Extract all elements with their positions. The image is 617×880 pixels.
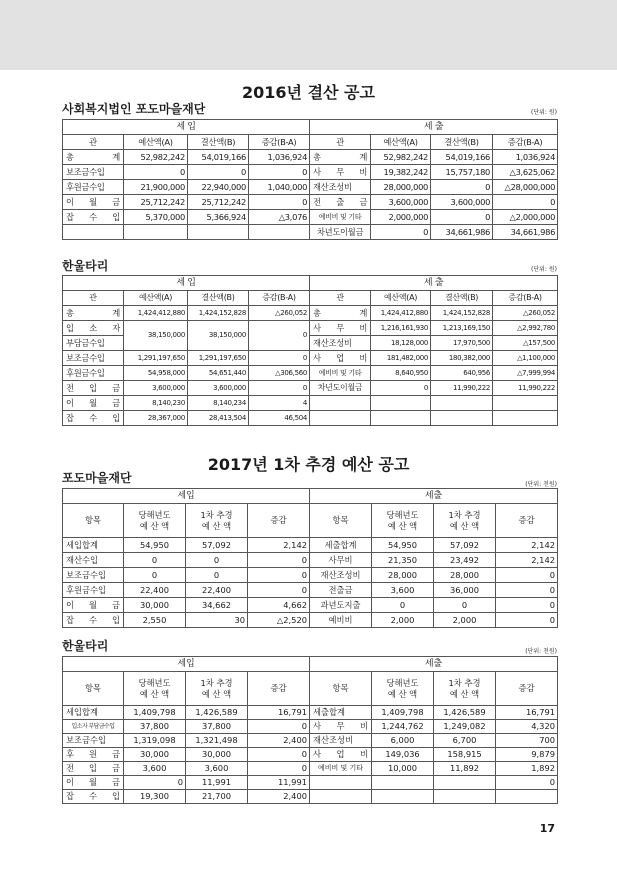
cell: △1,100,000 — [493, 351, 558, 366]
cell: 3,600 — [186, 762, 248, 776]
col-header: 당해년도 예 산 액 — [124, 504, 186, 538]
row-label: 과년도지출 — [310, 598, 372, 613]
cell: 34,662 — [186, 598, 248, 613]
row-label: 보조금수입 — [63, 734, 124, 748]
cell: 25,712,242 — [188, 195, 249, 210]
cell: 1,319,098 — [124, 734, 186, 748]
row-label: 예비비 — [310, 613, 372, 628]
cell: 0 — [186, 553, 248, 568]
cell — [371, 411, 431, 426]
row-label: 후 원 금 — [63, 748, 124, 762]
column-headers — [63, 291, 558, 306]
cell — [434, 790, 496, 804]
cell: 28,000 — [372, 568, 434, 583]
cell: 19,382,242 — [371, 165, 431, 180]
row-label: 세입합계 — [63, 538, 124, 553]
col-header: 당해년도 예 산 액 — [124, 672, 186, 706]
cell: 25,712,242 — [124, 195, 188, 210]
row-label: 세출합계 — [310, 706, 372, 720]
row-label: 재산조성비 — [310, 180, 371, 195]
cell: △2,000,000 — [493, 210, 558, 225]
cell: 1,291,197,650 — [188, 351, 249, 366]
table-row — [63, 366, 558, 381]
cell: 6,000 — [372, 734, 434, 748]
col-header: 결산액(B) — [188, 135, 249, 150]
col-header: 관 — [310, 291, 371, 306]
row-label: 후원금수입 — [63, 180, 124, 195]
cell: 0 — [431, 210, 493, 225]
cell: 0 — [249, 381, 310, 396]
cell: 0 — [248, 583, 310, 598]
cell: 30,000 — [124, 748, 186, 762]
row-label: 사 업 비 — [310, 351, 371, 366]
cell: 1,409,798 — [372, 706, 434, 720]
cell: 11,892 — [434, 762, 496, 776]
cell — [496, 790, 558, 804]
cell: 0 — [188, 165, 249, 180]
cell: 0 — [249, 321, 310, 351]
cell: 1,321,498 — [186, 734, 248, 748]
org-foundation-2017: 포도마을재단 — [62, 471, 132, 485]
table-row — [63, 225, 558, 240]
cell: 149,036 — [372, 748, 434, 762]
income-header: 세 입 — [63, 120, 310, 135]
row-label: 잡 수 입 — [63, 790, 124, 804]
table-row — [63, 150, 558, 165]
cell — [310, 396, 371, 411]
col-header: 증감(B-A) — [493, 291, 558, 306]
table-row — [63, 381, 558, 396]
row-label: 보조금수입 — [63, 568, 124, 583]
col-header: 예산액(A) — [124, 291, 188, 306]
table-row — [63, 165, 558, 180]
row-label: 차년도이월금 — [310, 381, 371, 396]
row-label: 재산조성비 — [310, 734, 372, 748]
cell: 11,990,222 — [493, 381, 558, 396]
unit-label: (단위: 천원) — [525, 648, 557, 655]
row-label: 잡 수 입 — [63, 411, 124, 426]
col-header: 관 — [63, 291, 124, 306]
table-2016-hanultari — [62, 275, 558, 426]
col-header: 증감 — [496, 672, 558, 706]
cell: 0 — [248, 762, 310, 776]
col-header: 결산액(B) — [431, 135, 493, 150]
cell — [372, 776, 434, 790]
row-label: 사 무 비 — [310, 321, 371, 336]
row-label: 사 무 비 — [310, 720, 372, 734]
cell: 10,000 — [372, 762, 434, 776]
cell: 640,956 — [431, 366, 493, 381]
cell: 0 — [431, 180, 493, 195]
row-label: 전 입 금 — [63, 762, 124, 776]
cell: 28,367,000 — [124, 411, 188, 426]
cell: 19,300 — [124, 790, 186, 804]
row-label: 전 출 금 — [310, 195, 371, 210]
cell: 34,661,986 — [493, 225, 558, 240]
col-header: 증감 — [248, 672, 310, 706]
org-hanultari-2017: 한울타리 — [62, 639, 109, 653]
cell: 1,213,169,150 — [431, 321, 493, 336]
cell: 180,382,000 — [431, 351, 493, 366]
cell: 4,662 — [248, 598, 310, 613]
cell: 3,600,000 — [188, 381, 249, 396]
cell: △2,520 — [248, 613, 310, 628]
cell: 0 — [249, 195, 310, 210]
col-header: 예산액(A) — [124, 135, 188, 150]
col-header: 관 — [63, 135, 124, 150]
col-header: 항목 — [310, 504, 372, 538]
income-header: 세입 — [63, 489, 310, 504]
row-label: 세출합계 — [310, 538, 372, 553]
cell: 1,409,798 — [124, 706, 186, 720]
cell: 52,982,242 — [124, 150, 188, 165]
cell: 1,036,924 — [493, 150, 558, 165]
cell: 30,000 — [124, 598, 186, 613]
table-2017-hanultari — [62, 656, 558, 804]
table-row — [63, 613, 558, 628]
cell — [493, 396, 558, 411]
row-label: 총 계 — [63, 150, 124, 165]
row-label: 예비비 및 기타 — [310, 210, 371, 225]
table-2017-foundation — [62, 488, 558, 628]
row-label — [63, 225, 124, 240]
row-label: 예비비 및 기타 — [310, 366, 371, 381]
table-row — [63, 583, 558, 598]
cell: △157,500 — [493, 336, 558, 351]
cell: 16,791 — [496, 706, 558, 720]
row-label: 보조금수입 — [63, 351, 124, 366]
cell: 0 — [248, 748, 310, 762]
title-2016: 2016년 결산 공고 — [242, 83, 375, 102]
cell: 0 — [496, 568, 558, 583]
cell: 0 — [249, 351, 310, 366]
cell: 23,492 — [434, 553, 496, 568]
col-header: 증감(B-A) — [249, 135, 310, 150]
cell: 2,142 — [496, 538, 558, 553]
column-headers — [63, 672, 558, 706]
cell: 5,370,000 — [124, 210, 188, 225]
cell: 3,600,000 — [124, 381, 188, 396]
cell: 0 — [124, 568, 186, 583]
row-label: 사무비 — [310, 553, 372, 568]
cell — [371, 396, 431, 411]
col-header: 1차 추경 예 산 액 — [434, 672, 496, 706]
cell: 17,970,500 — [431, 336, 493, 351]
row-label: 총 계 — [63, 306, 124, 321]
cell: 2,550 — [124, 613, 186, 628]
col-header: 1차 추경 예 산 액 — [434, 504, 496, 538]
row-label: 입소자 부담금수입 — [63, 720, 124, 734]
cell: 0 — [496, 598, 558, 613]
org-foundation-2016: 사회복지법인 포도마을재단 — [62, 102, 206, 116]
cell: 54,019,166 — [431, 150, 493, 165]
expense-header: 세출 — [310, 489, 558, 504]
row-label: 이 월 금 — [63, 396, 124, 411]
table-row — [63, 180, 558, 195]
cell: 57,092 — [186, 538, 248, 553]
row-label: 재산조성비 — [310, 336, 371, 351]
income-header: 세 입 — [63, 276, 310, 291]
table-row — [63, 734, 558, 748]
cell: 22,400 — [124, 583, 186, 598]
cell: △3,076 — [249, 210, 310, 225]
cell: 0 — [372, 598, 434, 613]
col-header: 항목 — [310, 672, 372, 706]
cell: 11,991 — [186, 776, 248, 790]
row-label: 입 소 자 — [63, 321, 124, 336]
cell: 1,216,161,930 — [371, 321, 431, 336]
cell: 1,424,152,828 — [431, 306, 493, 321]
cell: △260,052 — [249, 306, 310, 321]
expense-header: 세 출 — [310, 276, 558, 291]
cell: 8,140,234 — [188, 396, 249, 411]
cell: 22,940,000 — [188, 180, 249, 195]
row-label: 이 월 금 — [63, 195, 124, 210]
col-header: 항목 — [63, 504, 124, 538]
cell: 0 — [371, 381, 431, 396]
cell: 1,424,412,880 — [124, 306, 188, 321]
cell: 2,400 — [248, 790, 310, 804]
col-header: 증감(B-A) — [493, 135, 558, 150]
table-row — [63, 553, 558, 568]
column-headers — [63, 504, 558, 538]
cell: 0 — [248, 553, 310, 568]
cell — [310, 411, 371, 426]
cell: 1,424,152,828 — [188, 306, 249, 321]
table-row — [63, 706, 558, 720]
table-row — [63, 306, 558, 321]
cell: 700 — [496, 734, 558, 748]
cell: 54,958,000 — [124, 366, 188, 381]
cell: 4 — [249, 396, 310, 411]
cell: △260,052 — [493, 306, 558, 321]
row-label: 후원금수입 — [63, 366, 124, 381]
table-row — [63, 351, 558, 366]
expense-header: 세 출 — [310, 120, 558, 135]
cell: 2,400 — [248, 734, 310, 748]
cell: 3,600,000 — [431, 195, 493, 210]
cell: 1,426,589 — [186, 706, 248, 720]
row-label: 이 월 금 — [63, 598, 124, 613]
col-header: 예산액(A) — [371, 135, 431, 150]
cell: 21,350 — [372, 553, 434, 568]
cell: 5,366,924 — [188, 210, 249, 225]
row-label: 이 월 금 — [63, 776, 124, 790]
cell: 54,651,440 — [188, 366, 249, 381]
cell: 52,982,242 — [371, 150, 431, 165]
cell: 1,424,412,880 — [371, 306, 431, 321]
cell: 28,000 — [434, 568, 496, 583]
cell: 0 — [248, 568, 310, 583]
cell: 0 — [434, 598, 496, 613]
expense-header: 세출 — [310, 657, 558, 672]
table-row — [63, 321, 558, 336]
row-label: 전출금 — [310, 583, 372, 598]
cell: 0 — [124, 776, 186, 790]
table-row — [63, 538, 558, 553]
row-label: 잡 수 입 — [63, 613, 124, 628]
table-row — [63, 748, 558, 762]
table-row — [63, 762, 558, 776]
cell: 0 — [124, 553, 186, 568]
col-header: 항목 — [63, 672, 124, 706]
cell — [372, 790, 434, 804]
row-label: 부담금수입 — [63, 336, 124, 351]
cell: 54,950 — [124, 538, 186, 553]
cell: 28,413,504 — [188, 411, 249, 426]
table-2016-foundation — [62, 119, 558, 240]
cell: 34,661,986 — [431, 225, 493, 240]
row-label: 사 업 비 — [310, 748, 372, 762]
org-hanultari-2016: 한울타리 — [62, 259, 109, 273]
cell: 54,019,166 — [188, 150, 249, 165]
cell: △2,992,780 — [493, 321, 558, 336]
row-label: 차년도이월금 — [310, 225, 371, 240]
cell: 9,879 — [496, 748, 558, 762]
cell: 38,150,000 — [188, 321, 249, 351]
row-label: 재산조성비 — [310, 568, 372, 583]
cell: 2,000 — [434, 613, 496, 628]
cell: 15,757,180 — [431, 165, 493, 180]
table-row — [63, 790, 558, 804]
cell: 57,092 — [434, 538, 496, 553]
cell: 3,600 — [372, 583, 434, 598]
cell: 1,892 — [496, 762, 558, 776]
cell: 3,600 — [124, 762, 186, 776]
table-row — [63, 210, 558, 225]
cell — [310, 790, 372, 804]
cell: 30,000 — [186, 748, 248, 762]
cell: 0 — [493, 195, 558, 210]
col-header: 당해년도 예 산 액 — [372, 672, 434, 706]
cell: 46,504 — [249, 411, 310, 426]
cell: △7,999,994 — [493, 366, 558, 381]
cell: 0 — [371, 225, 431, 240]
row-label: 후원금수입 — [63, 583, 124, 598]
cell: 2,000 — [372, 613, 434, 628]
title-2017: 2017년 1차 추경 예산 공고 — [207, 455, 410, 474]
cell: 1,036,924 — [249, 150, 310, 165]
cell: 6,700 — [434, 734, 496, 748]
cell: △306,560 — [249, 366, 310, 381]
unit-label: (단위: 원) — [531, 109, 557, 116]
cell: 54,950 — [372, 538, 434, 553]
cell: 2,000,000 — [371, 210, 431, 225]
col-header: 결산액(B) — [188, 291, 249, 306]
cell: 2,142 — [496, 553, 558, 568]
col-header: 1차 추경 예 산 액 — [186, 672, 248, 706]
row-label: 총 계 — [310, 150, 371, 165]
cell: 8,140,230 — [124, 396, 188, 411]
table-row — [63, 776, 558, 790]
col-header: 관 — [310, 135, 371, 150]
cell: 21,900,000 — [124, 180, 188, 195]
cell: 0 — [248, 720, 310, 734]
cell: 37,800 — [124, 720, 186, 734]
table-row — [63, 411, 558, 426]
cell — [431, 396, 493, 411]
row-label: 총 계 — [310, 306, 371, 321]
income-header: 세입 — [63, 657, 310, 672]
column-headers — [63, 135, 558, 150]
cell: 18,128,000 — [371, 336, 431, 351]
table-row — [63, 598, 558, 613]
cell: 37,800 — [186, 720, 248, 734]
top-banner — [0, 0, 617, 70]
col-header: 증감 — [248, 504, 310, 538]
col-header: 증감 — [496, 504, 558, 538]
cell: △28,000,000 — [493, 180, 558, 195]
cell: 0 — [496, 613, 558, 628]
cell — [434, 776, 496, 790]
cell: 36,000 — [434, 583, 496, 598]
cell: 158,915 — [434, 748, 496, 762]
cell: 4,320 — [496, 720, 558, 734]
row-label: 재산수입 — [63, 553, 124, 568]
cell: 11,991 — [248, 776, 310, 790]
cell — [124, 225, 188, 240]
cell — [249, 225, 310, 240]
cell: 28,000,000 — [371, 180, 431, 195]
col-header: 증감(B-A) — [249, 291, 310, 306]
col-header: 결산액(B) — [431, 291, 493, 306]
cell: 0 — [496, 776, 558, 790]
cell: 16,791 — [248, 706, 310, 720]
cell — [493, 411, 558, 426]
cell — [431, 411, 493, 426]
cell: 21,700 — [186, 790, 248, 804]
row-label: 세입합계 — [63, 706, 124, 720]
cell: 1,040,000 — [249, 180, 310, 195]
row-label: 예비비 및 기타 — [310, 762, 372, 776]
page-number: 17 — [539, 822, 555, 835]
table-row — [63, 720, 558, 734]
cell: △3,625,062 — [493, 165, 558, 180]
cell: 0 — [496, 583, 558, 598]
cell: 8,640,950 — [371, 366, 431, 381]
table-row — [63, 568, 558, 583]
cell: 22,400 — [186, 583, 248, 598]
cell: 1,244,762 — [372, 720, 434, 734]
cell: 3,600,000 — [371, 195, 431, 210]
cell: 11,990,222 — [431, 381, 493, 396]
cell: 1,291,197,650 — [124, 351, 188, 366]
cell: 2,142 — [248, 538, 310, 553]
row-label: 전 입 금 — [63, 381, 124, 396]
table-row — [63, 195, 558, 210]
unit-label: (단위: 원) — [531, 266, 557, 273]
cell: 1,426,589 — [434, 706, 496, 720]
cell — [310, 776, 372, 790]
cell: 1,249,082 — [434, 720, 496, 734]
cell — [188, 225, 249, 240]
col-header: 당해년도 예 산 액 — [372, 504, 434, 538]
table-row — [63, 396, 558, 411]
col-header: 예산액(A) — [371, 291, 431, 306]
cell: 0 — [124, 165, 188, 180]
cell: 30 — [186, 613, 248, 628]
row-label: 보조금수입 — [63, 165, 124, 180]
cell: 0 — [249, 165, 310, 180]
cell: 0 — [186, 568, 248, 583]
cell: 38,150,000 — [124, 321, 188, 351]
row-label: 잡 수 입 — [63, 210, 124, 225]
col-header: 1차 추경 예 산 액 — [186, 504, 248, 538]
unit-label: (단위: 천원) — [525, 481, 557, 488]
cell: 181,482,000 — [371, 351, 431, 366]
row-label: 사 무 비 — [310, 165, 371, 180]
